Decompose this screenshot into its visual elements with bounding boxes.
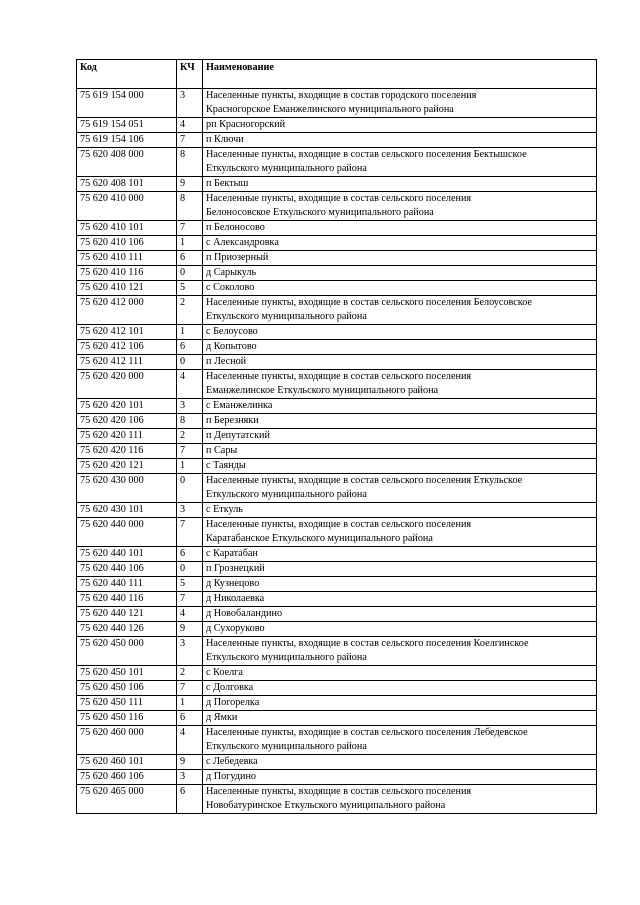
cell-kc: 3 [177,399,203,414]
cell-code: 75 620 410 116 [77,266,177,281]
name-line: Красногорское Еманжелинского муниципального района [206,104,454,115]
cell-code: 75 620 460 101 [77,755,177,770]
cell-kc: 7 [177,133,203,148]
cell-kc: 7 [177,444,203,459]
cell-code: 75 620 412 106 [77,340,177,355]
table-row [77,562,597,577]
cell-name [203,547,597,562]
name-line: Населенные пункты, входящие в состав сельского поселения Лебедевское [206,727,528,738]
name-line: д Сухоруково [206,623,265,634]
cell-name [203,370,597,399]
cell-code: 75 620 420 121 [77,459,177,474]
name-line: Еткульского муниципального района [206,652,367,663]
table-row [77,266,597,281]
name-line: Новобатуринское Еткульского муниципального района [206,800,446,811]
table-row [77,192,597,221]
cell-kc: 7 [177,592,203,607]
name-line: п Лесной [206,356,247,367]
name-line: д Погудино [206,771,256,782]
table-row [77,681,597,696]
cell-kc: 6 [177,785,203,814]
okato-table [76,59,597,814]
cell-code: 75 620 450 106 [77,681,177,696]
cell-kc: 0 [177,562,203,577]
cell-kc: 0 [177,355,203,370]
cell-kc: 0 [177,266,203,281]
cell-kc: 8 [177,192,203,221]
cell-code: 75 620 420 101 [77,399,177,414]
cell-name [203,266,597,281]
name-line: с Коелга [206,667,243,678]
name-line: Населенные пункты, входящие в состав сельского поселения Бектышское [206,149,527,160]
cell-code: 75 619 154 000 [77,89,177,118]
cell-name [203,236,597,251]
header-kc: КЧ [177,60,203,89]
name-line: Еткульского муниципального района [206,311,367,322]
table-row [77,89,597,118]
table-row [77,444,597,459]
cell-code: 75 620 412 000 [77,296,177,325]
cell-name [203,592,597,607]
cell-name [203,607,597,622]
table-row [77,577,597,592]
table-row [77,711,597,726]
cell-code: 75 620 408 101 [77,177,177,192]
table-row [77,133,597,148]
cell-kc: 8 [177,148,203,177]
cell-name [203,562,597,577]
cell-kc: 7 [177,681,203,696]
cell-name [203,355,597,370]
cell-name [203,340,597,355]
cell-name [203,637,597,666]
table-row [77,148,597,177]
cell-name [203,711,597,726]
name-line: с Лебедевка [206,756,258,767]
cell-kc: 2 [177,429,203,444]
cell-name [203,785,597,814]
header-row [77,60,597,89]
cell-name [203,444,597,459]
cell-code: 75 619 154 051 [77,118,177,133]
cell-name [203,251,597,266]
cell-kc: 1 [177,696,203,711]
cell-kc: 6 [177,547,203,562]
cell-name [203,296,597,325]
table-row [77,666,597,681]
cell-name [203,414,597,429]
cell-code: 75 620 440 116 [77,592,177,607]
cell-code: 75 620 440 106 [77,562,177,577]
table-row [77,726,597,755]
name-line: Еткульского муниципального района [206,163,367,174]
cell-code: 75 620 410 106 [77,236,177,251]
cell-name [203,696,597,711]
cell-name [203,577,597,592]
name-line: Населенные пункты, входящие в состав сельского поселения Коелгинское [206,638,529,649]
table-row [77,370,597,399]
table-row [77,474,597,503]
name-line: п Белоносово [206,222,265,233]
table-row [77,325,597,340]
name-line: с Таянды [206,460,246,471]
cell-kc: 7 [177,518,203,547]
cell-code: 75 620 450 116 [77,711,177,726]
table-row [77,622,597,637]
cell-kc: 9 [177,622,203,637]
cell-kc: 4 [177,607,203,622]
cell-name [203,755,597,770]
table-row [77,177,597,192]
cell-code: 75 620 420 116 [77,444,177,459]
table-row [77,399,597,414]
name-line: с Белоусово [206,326,258,337]
cell-name [203,770,597,785]
cell-code: 75 620 410 111 [77,251,177,266]
cell-code: 75 620 450 111 [77,696,177,711]
cell-code: 75 620 430 000 [77,474,177,503]
table-row [77,414,597,429]
cell-name [203,221,597,236]
name-line: п Грознецкий [206,563,265,574]
name-line: с Александровка [206,237,279,248]
cell-name [203,503,597,518]
cell-kc: 2 [177,296,203,325]
cell-name [203,459,597,474]
name-line: Населенные пункты, входящие в состав сельского поселения [206,519,472,530]
table-row [77,251,597,266]
cell-kc: 1 [177,325,203,340]
name-line: п Березняки [206,415,259,426]
table-row [77,221,597,236]
cell-code: 75 620 465 000 [77,785,177,814]
cell-code: 75 620 440 126 [77,622,177,637]
cell-code: 75 620 450 000 [77,637,177,666]
cell-code: 75 620 430 101 [77,503,177,518]
name-line: Населенные пункты, входящие в состав сельского поселения [206,786,472,797]
name-line: п Бектыш [206,178,249,189]
cell-name [203,281,597,296]
cell-code: 75 619 154 106 [77,133,177,148]
cell-kc: 1 [177,459,203,474]
cell-name [203,622,597,637]
cell-code: 75 620 408 000 [77,148,177,177]
table-row [77,281,597,296]
cell-kc: 5 [177,577,203,592]
cell-kc: 9 [177,177,203,192]
cell-name [203,726,597,755]
header-name: Наименование [203,60,597,89]
name-line: с Соколово [206,282,255,293]
name-line: Населенные пункты, входящие в состав сельского поселения [206,193,472,204]
cell-code: 75 620 420 111 [77,429,177,444]
name-line: с Каратабан [206,548,258,559]
cell-code: 75 620 410 000 [77,192,177,221]
cell-name [203,118,597,133]
table-row [77,236,597,251]
name-line: д Новобаландино [206,608,283,619]
table-row [77,755,597,770]
cell-code: 75 620 440 101 [77,547,177,562]
name-line: Населенные пункты, входящие в состав сельского поселения Еткульское [206,475,523,486]
name-line: Населенные пункты, входящие в состав сельского поселения [206,371,472,382]
cell-kc: 8 [177,414,203,429]
name-line: д Сарыкуль [206,267,257,278]
table-row [77,459,597,474]
table-row [77,592,597,607]
cell-kc: 3 [177,503,203,518]
cell-code: 75 620 420 106 [77,414,177,429]
cell-kc: 5 [177,281,203,296]
cell-code: 75 620 420 000 [77,370,177,399]
cell-kc: 0 [177,474,203,503]
cell-name [203,148,597,177]
name-line: рп Красногорский [206,119,286,130]
cell-code: 75 620 460 000 [77,726,177,755]
cell-name [203,399,597,414]
cell-code: 75 620 440 121 [77,607,177,622]
table-row [77,340,597,355]
name-line: д Николаевка [206,593,265,604]
name-line: д Копытово [206,341,257,352]
table-row [77,429,597,444]
cell-kc: 3 [177,89,203,118]
cell-kc: 7 [177,221,203,236]
name-line: д Кузнецово [206,578,260,589]
table-row [77,296,597,325]
name-line: Каратабанское Еткульского муниципального района [206,533,433,544]
table-row [77,355,597,370]
name-line: Еткульского муниципального района [206,741,367,752]
name-line: п Ключи [206,134,244,145]
table-row [77,785,597,814]
cell-kc: 4 [177,118,203,133]
name-line: д Ямки [206,712,238,723]
name-line: Еткульского муниципального района [206,489,367,500]
cell-code: 75 620 460 106 [77,770,177,785]
name-line: с Еманжелинка [206,400,273,411]
cell-name [203,518,597,547]
cell-name [203,429,597,444]
cell-name [203,133,597,148]
name-line: с Долговка [206,682,254,693]
cell-kc: 4 [177,370,203,399]
cell-name [203,474,597,503]
name-line: Белоносовское Еткульского муниципального района [206,207,434,218]
name-line: Населенные пункты, входящие в состав городского поселения [206,90,477,101]
cell-name [203,177,597,192]
table-row [77,770,597,785]
cell-code: 75 620 410 101 [77,221,177,236]
cell-code: 75 620 410 121 [77,281,177,296]
table-body [77,89,597,814]
table-row [77,503,597,518]
table-row [77,547,597,562]
cell-name [203,325,597,340]
table-row [77,637,597,666]
cell-kc: 6 [177,711,203,726]
table-row [77,607,597,622]
cell-code: 75 620 440 000 [77,518,177,547]
cell-name [203,89,597,118]
cell-code: 75 620 450 101 [77,666,177,681]
cell-kc: 3 [177,637,203,666]
cell-kc: 1 [177,236,203,251]
cell-name [203,666,597,681]
table-row [77,518,597,547]
name-line: п Приозерный [206,252,269,263]
table-row [77,696,597,711]
header-code: Код [77,60,177,89]
table-row [77,118,597,133]
cell-code: 75 620 412 111 [77,355,177,370]
cell-code: 75 620 412 101 [77,325,177,340]
name-line: с Еткуль [206,504,243,515]
name-line: Еманжелинское Еткульского муниципального района [206,385,439,396]
cell-kc: 4 [177,726,203,755]
cell-kc: 9 [177,755,203,770]
cell-kc: 6 [177,251,203,266]
cell-kc: 3 [177,770,203,785]
name-line: д Погорелка [206,697,260,708]
cell-code: 75 620 440 111 [77,577,177,592]
cell-name [203,192,597,221]
cell-kc: 6 [177,340,203,355]
name-line: п Сары [206,445,238,456]
cell-name [203,681,597,696]
cell-kc: 2 [177,666,203,681]
name-line: п Депутатский [206,430,270,441]
name-line: Населенные пункты, входящие в состав сельского поселения Белоусовское [206,297,532,308]
